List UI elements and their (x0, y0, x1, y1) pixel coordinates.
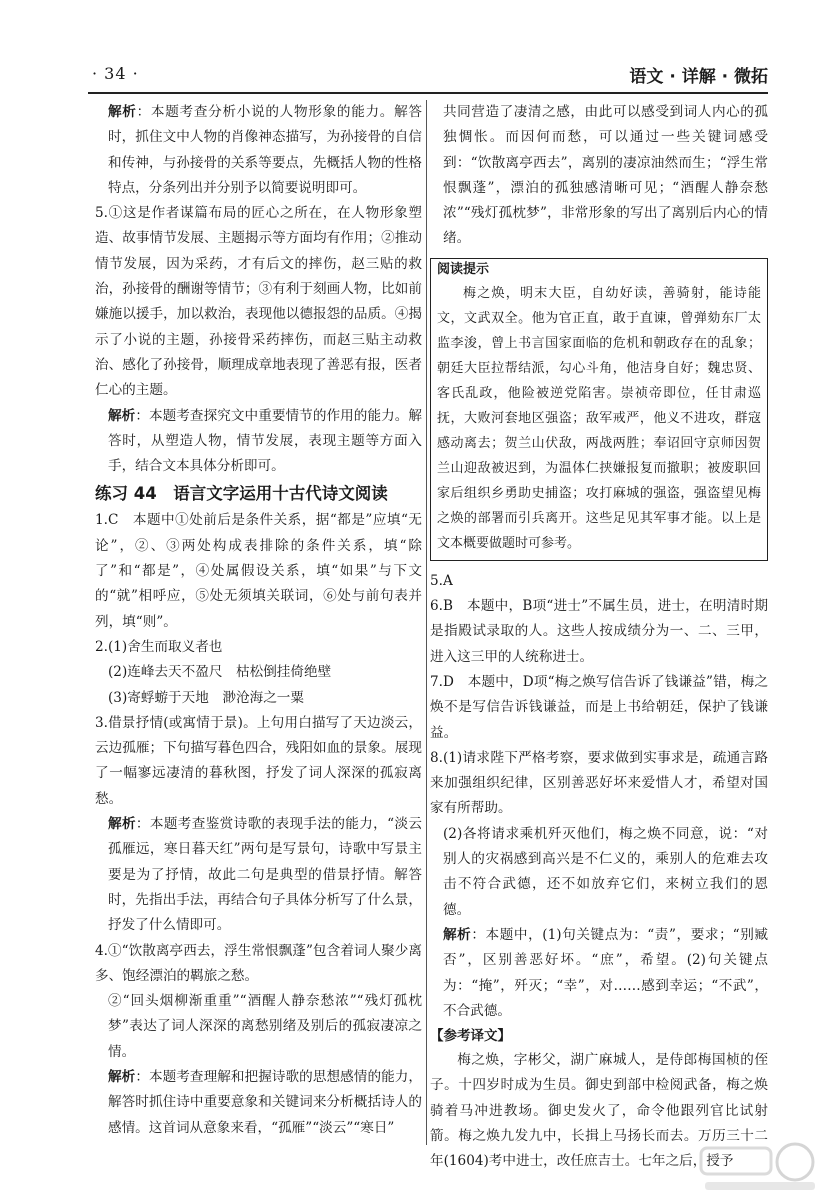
page-header (88, 58, 768, 94)
answer-q6: 6.B 本题中，B项“进士”不属生员，进士，在明清时期是指殿试录取的人。这些人按成绩分为一、二、三甲，进入这三甲的人统称进士。 (430, 598, 768, 665)
answer-q3: 3.借景抒情(或寓情于景)。上句用白描写了天边淡云，云边孤雁；下句描写暮色四合，残阳如血的景象。展现了一幅寥远凄清的暮秋图，抒发了词人深深的孤寂离愁。 (95, 714, 422, 807)
reference-translation-text: 梅之焕，字彬父，湖广麻城人，是侍郎梅国桢的侄子。十四岁时成为生员。御史到部中检阅武备，梅之焕骑着马冲进教场。御史发火了，命令他跟列官比试射箭。梅之焕九发九中，长揖上马扬长而去。万历三十二年(1604)考中进士，改任庶吉士。七年之后，授予 (430, 1052, 768, 1170)
analysis-label: 解析 (108, 104, 137, 120)
analysis-text: ：本题考查理解和把握诗歌的思想感情的能力，解答时抓住诗中重要意象和关键词来分析概括诗人的感情。这首词从意象来看，“孤雁”“淡云”“寒日” (108, 1068, 423, 1136)
reading-tip-text: 梅之焕，明末大臣，自幼好读，善骑射，能诗能文，文武双全。他为官正直，敢于直谏，曾弹劾东厂太监李浚，曾上书言国家面临的危机和朝政存在的乱象；朝廷大臣拉帮结派，勾心斗角，他洁身自好；魏忠贤、客氏乱政，他险被逆党陷害。崇祯帝即位，任甘肃巡抚，大败河套地区强盗；敌军戒严，他义不进攻，群寇感动离去；贺兰山伏敌，两战两胜；奉诏回守京师因贺兰山迎敌被迟到，为温体仁挟嫌报复而撤职；被废职回家后组织乡勇助史捕盗；攻打麻城的强盗，强盗望见梅之焕的部署而引兵离开。这些足见其军事才能。以上是文本概要做题时可参考。 (437, 285, 761, 551)
watermark-circle (777, 1144, 813, 1180)
answer-q2-line1: 2.(1)舍生而取义者也 (95, 638, 223, 655)
answer-q5: 5.①这是作者谋篇布局的匠心之所在，在人物形象塑造、故事情节发展、主题揭示等方面均有作用；②推动情节发展，因为采药，才有后文的摔伤，赵三贴的救治，孙接骨的酬谢等情节；③有利于刻画人物，比如前嫌施以援手，加以救治，表现他以德报怨的品质。④揭示了小说的主题，孙接骨采药摔伤，而赵三贴主动救治、感化了孙接骨，顺理成章地表现了善恶有报，医者仁心的主题。 (95, 205, 422, 399)
section-title: 练习 44 语言文字运用十古代诗文阅读 (95, 484, 388, 504)
column-divider (426, 100, 427, 1145)
watermark-underline (705, 1182, 815, 1190)
analysis-text: ：本题考查探究文中重要情节的作用的能力。解答时，从塑造人物，情节发展，表现主题等方面入手，结合文本具体分析即可。 (108, 407, 423, 475)
watermark-bar (701, 1148, 771, 1174)
reading-tip-heading: 阅读提示 (437, 261, 490, 277)
analysis-text: ：本题中，(1)句关键点为：“责”，要求；“别臧否”，区别善恶好坏。“庶”，希望。(2)句关键点为：“掩”，歼灭；“幸”，对……感到幸运；“不武”，不合武德。 (443, 926, 768, 1019)
analysis-label: 解析 (108, 816, 136, 833)
answer-q1: 1.C 本题中①处前后是条件关系，据“都是”应填“无论”，②、③两处构成表排除的条件关系，填“除了”和“都是”，④处属假设关系，填“如果”与下文的“就”相呼应，⑤处无须填关联词，⑥处与前句表并列，填“则”。 (95, 512, 422, 630)
analysis-q5 (95, 404, 422, 480)
answer-q8-part1: 8.(1)请求陛下严格考察，要求做到实事求是，疏通言路来加强组织纪律，区别善恶好坏来爱惜人才，希望对国家有所帮助。 (430, 749, 768, 817)
answer-q2-line3: (3)寄蜉蝣于天地 渺沧海之一粟 (108, 689, 304, 706)
answer-q7: 7.D 本题中，D项“梅之焕写信告诉了钱谦益”错，梅之焕不是写信告诉钱谦益，而是上书给朝廷，保护了钱谦益。 (430, 673, 768, 741)
answer-q4-part2: ②“回头烟柳渐重重”“酒醒人静奈愁浓”“残灯孤枕梦”表达了词人深深的离愁别绪及别后的孤寂凄凉之情。 (108, 993, 422, 1060)
analysis-q3 (95, 812, 422, 938)
answer-q5: 5.A (430, 572, 453, 589)
answer-q2-line2: (2)连峰去天不盈尺 枯松倒挂倚绝壁 (108, 664, 332, 681)
header-rule (88, 92, 768, 94)
reference-translation-heading: 【参考译文】 (430, 1028, 511, 1045)
analysis-text: ：本题考查分析小说的人物形象的能力。解答时，抓住文中人物的肖像神态描写，为孙接骨的自信和传神，与孙接骨的关系等要点，先概括人物的性格特点，分条列出并分别予以简要说明即可。 (108, 104, 423, 196)
page-number: · 34 · (92, 64, 139, 83)
analysis-q4 (95, 1065, 422, 1141)
analysis-text: ：本题考查鉴赏诗歌的表现手法的能力，“淡云孤雁远，寒日暮天红”两句是写景句，诗歌中写景主要是为了抒情，故此二句是典型的借景抒情。解答时，先指出手法，再结合句子具体分析写了什么景，抒发了什么情即可。 (108, 816, 423, 934)
reading-tip-box (430, 258, 768, 561)
right-column (430, 100, 768, 1175)
analysis-q4-continued: 共同营造了凄清之感，由此可以感受到词人内心的孤独惆怅。而因何而愁，可以通过一些关键词感受到：“饮散离亭西去”，离别的凄凉油然而生；“浮生常恨飘蓬”，漂泊的孤独感清晰可见；“酒醒人静奈愁浓”“残灯孤枕梦”，非常形象的写出了离别后内心的情绪。 (443, 104, 768, 247)
analysis-q4-prev (95, 100, 422, 201)
answer-q8-part2: (2)各将请求乘机歼灭他们，梅之焕不同意，说：“对别人的灾祸感到高兴是不仁义的，乘别人的危难去攻击不符合武德，还不如放弃它们，来树立我们的恩德。 (443, 825, 768, 918)
analysis-label: 解析 (108, 407, 136, 424)
answer-q4-part1: 4.①“饮散离亭西去，浮生常恨飘蓬”包含着词人聚少离多、饱经漂泊的羁旅之愁。 (95, 942, 422, 984)
analysis-label: 解析 (108, 1068, 136, 1085)
left-column (95, 100, 422, 1141)
book-title: 语文 · 详解 · 微拓 (629, 67, 768, 87)
analysis-label: 解析 (443, 926, 472, 943)
analysis-q8 (430, 923, 768, 1024)
watermark-logo (695, 1138, 825, 1198)
